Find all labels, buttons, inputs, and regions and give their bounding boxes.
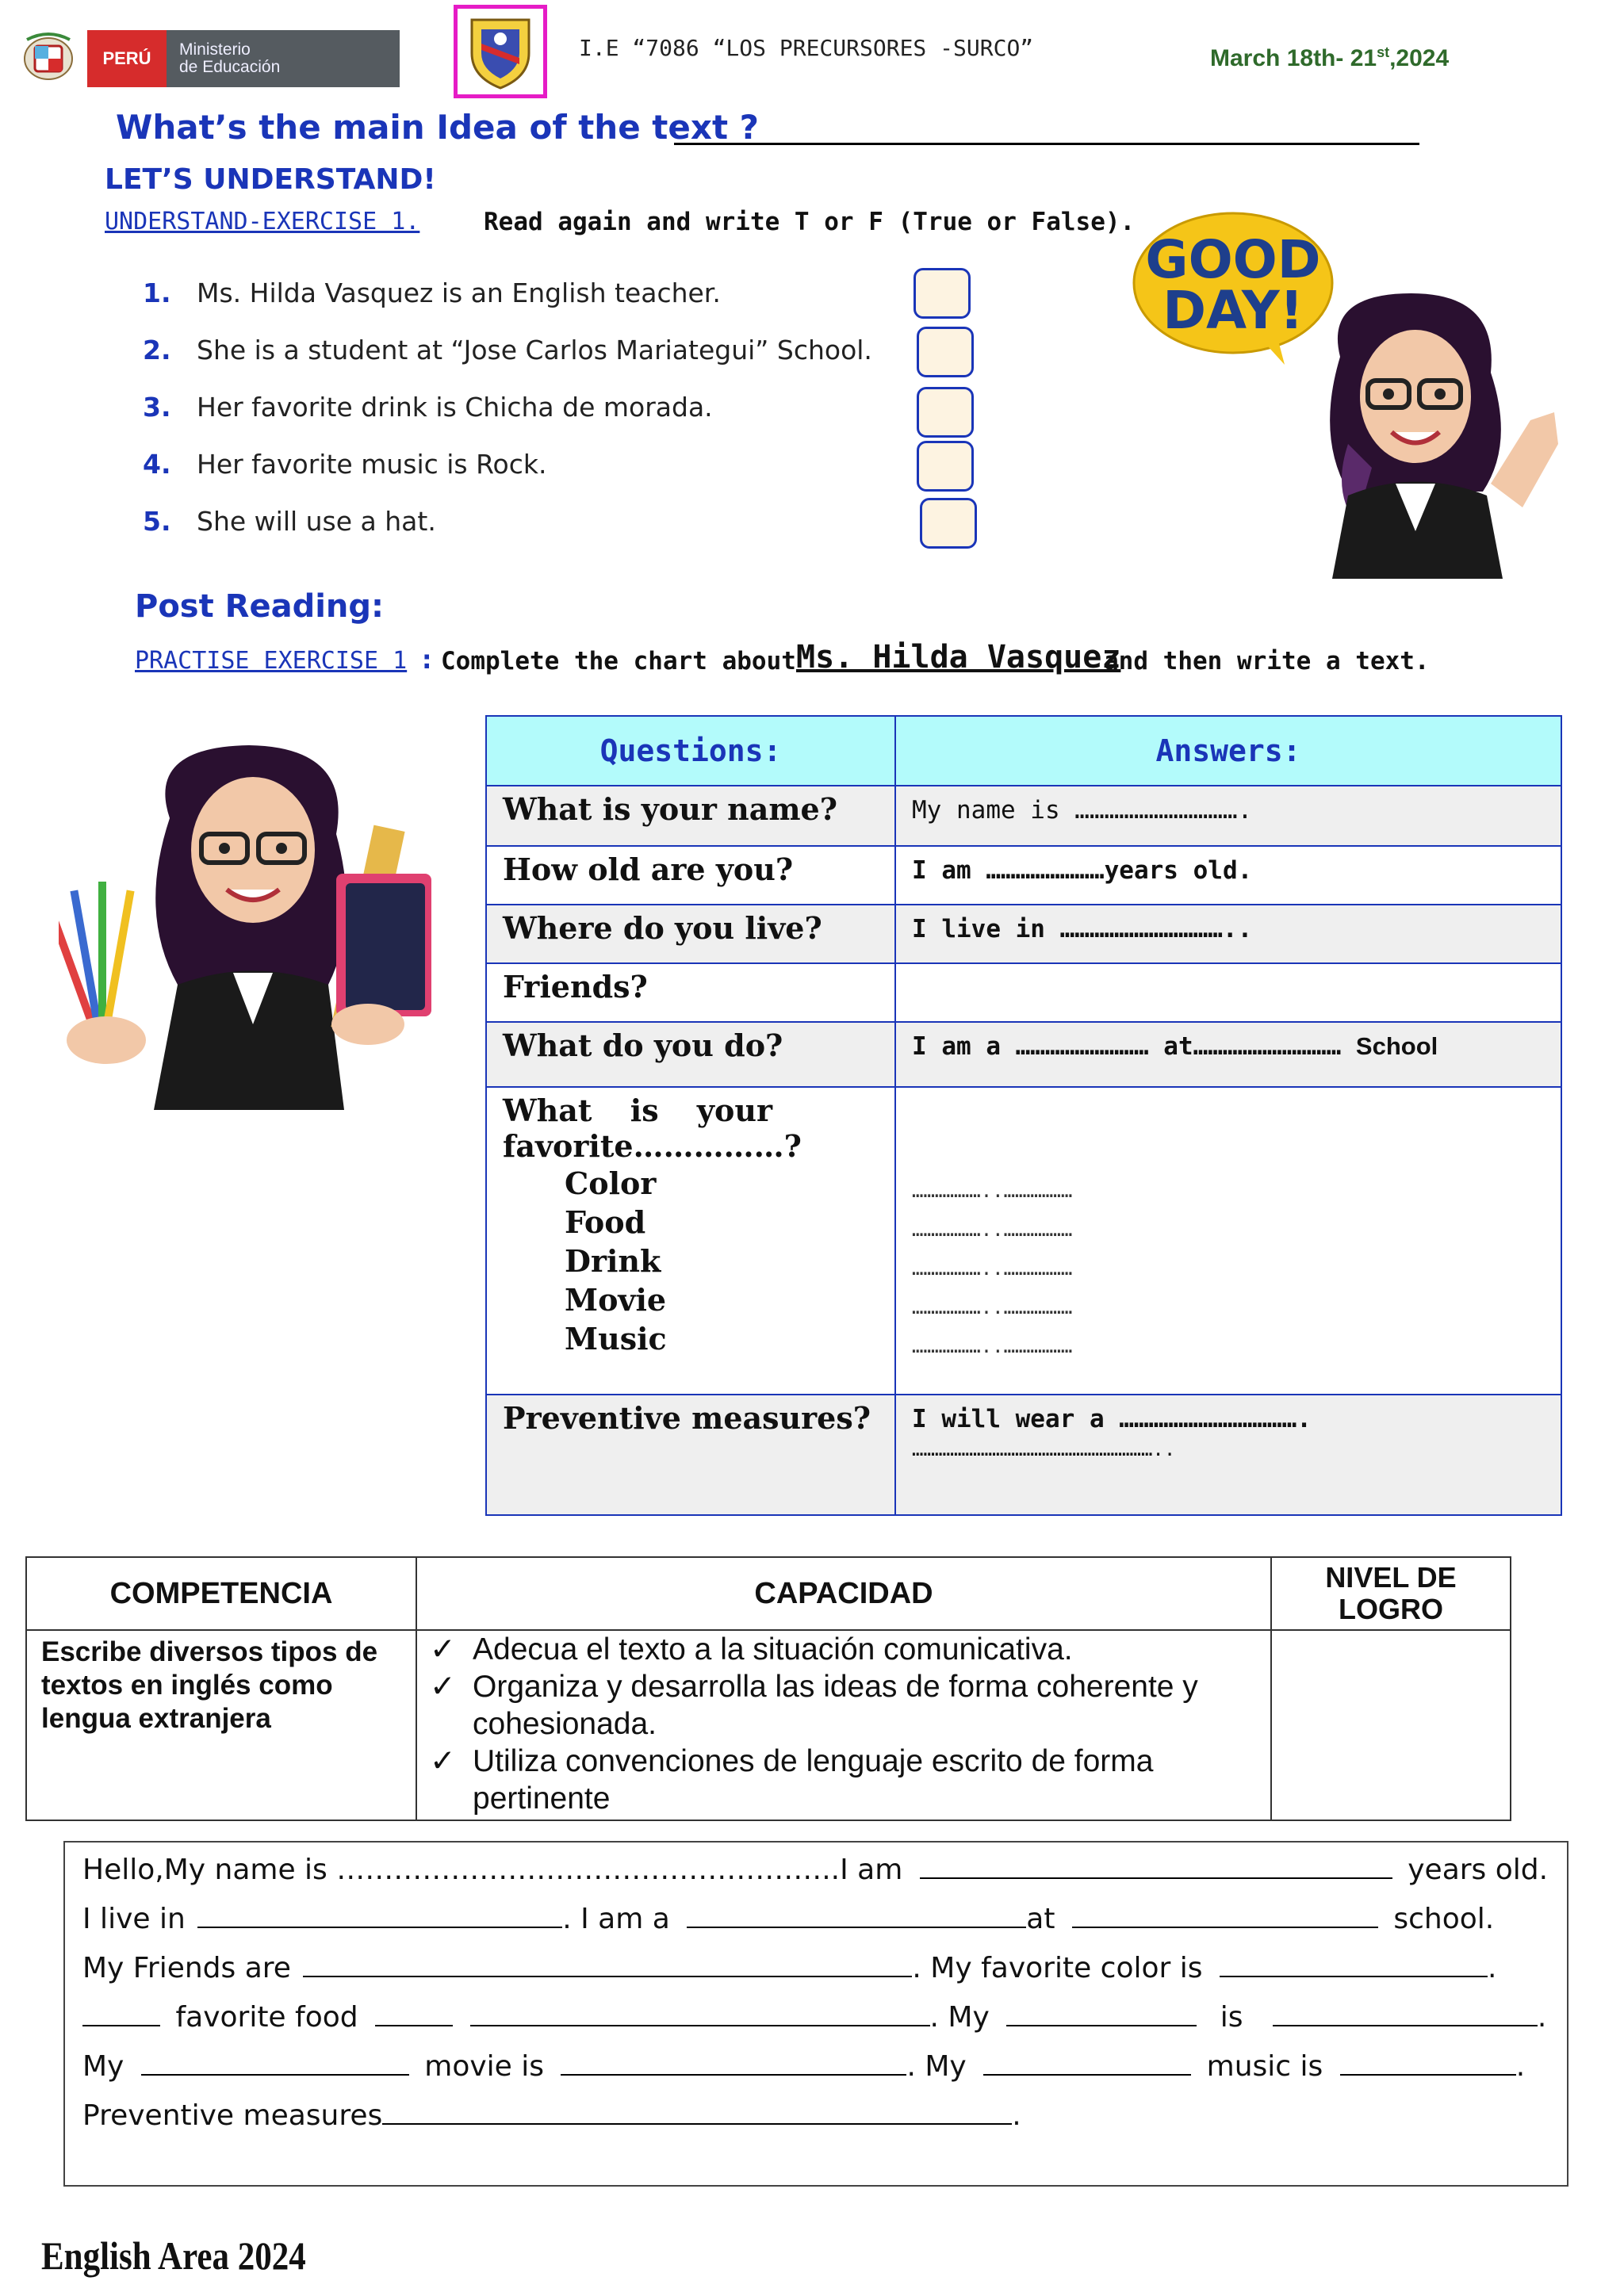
question-friends: Friends?	[486, 963, 895, 1022]
teacher-avatar-waving	[1293, 285, 1570, 579]
peru-shield-icon	[21, 32, 76, 82]
question-live: Where do you live?	[486, 905, 895, 963]
chart-header-questions: Questions:	[486, 716, 895, 786]
capacidad-header: CAPACIDAD	[416, 1557, 1271, 1630]
tf-item-3: 3. Her favorite drink is Chicha de morada.	[143, 392, 713, 423]
question-preventive: Preventive measures?	[486, 1395, 895, 1515]
check-icon: ✓	[430, 1632, 456, 1667]
tf-answer-box-2[interactable]	[917, 327, 974, 377]
practise-exercise-label: PRACTISE EXERCISE 1	[135, 647, 408, 675]
practise-instruction-start: Complete the chart about	[441, 647, 796, 675]
answer-favorite[interactable]: ………………..……………… ………………..……………… ………………..……………… ………………..……………… ………………..………………	[895, 1087, 1561, 1395]
chart-row-name	[486, 786, 1561, 846]
svg-text:DAY!: DAY!	[1162, 280, 1304, 341]
ministerio-name: Ministerio de Educación	[167, 30, 400, 87]
blank-is-1[interactable]	[1273, 1999, 1538, 2026]
competencia-table	[25, 1556, 1511, 1821]
blank-live[interactable]	[197, 1901, 562, 1928]
question-do: What do you do?	[486, 1022, 895, 1087]
qa-chart	[485, 715, 1562, 1516]
blank-movie-type[interactable]	[141, 2049, 409, 2076]
tf-answer-box-4[interactable]	[917, 441, 974, 492]
school-crest-icon	[454, 5, 547, 98]
capacidad-item-3: ✓ Utiliza convenciones de lenguaje escrito de forma pertinente	[430, 1744, 1154, 1816]
competencia-header: COMPETENCIA	[26, 1557, 416, 1630]
footer-area-label: English Area 2024	[41, 2233, 306, 2278]
chart-row-age	[486, 846, 1561, 905]
svg-text:GOOD: GOOD	[1145, 229, 1321, 290]
chart-row-friends	[486, 963, 1561, 1022]
question-name: What is your name?	[486, 786, 895, 846]
favorite-drink: Drink	[565, 1243, 661, 1279]
chart-header-answers: Answers:	[895, 716, 1561, 786]
tf-item-1: 1. Ms. Hilda Vasquez is an English teacher.	[143, 277, 721, 308]
answer-age[interactable]: I am ……………………years old.	[895, 846, 1561, 905]
lets-understand-heading: LET’S UNDERSTAND!	[105, 163, 436, 196]
question-age: How old are you?	[486, 846, 895, 905]
blank-color[interactable]	[1220, 1950, 1488, 1977]
writing-line-6: Preventive measures .	[82, 2099, 1021, 2132]
chart-row-live	[486, 905, 1561, 963]
understand-exercise-label: UNDERSTAND-EXERCISE 1.	[105, 208, 420, 235]
peru-label: PERÚ	[87, 30, 167, 87]
favorite-color: Color	[565, 1165, 657, 1201]
chart-row-favorite	[486, 1087, 1561, 1395]
understand-instruction: Read again and write T or F (True or False).	[484, 208, 1136, 236]
date-range: March 18th- 21st,2024	[1210, 44, 1450, 71]
answer-name[interactable]: My name is …………………………….	[895, 786, 1561, 846]
check-icon: ✓	[430, 1670, 456, 1704]
capacidad-list	[416, 1630, 1271, 1820]
chart-row-preventive	[486, 1395, 1561, 1515]
teacher-avatar-supplies	[59, 731, 450, 1110]
chart-row-do	[486, 1022, 1561, 1087]
blank-job[interactable]	[687, 1901, 1026, 1928]
teacher-name: Ms. Hilda Vasquez	[796, 639, 1121, 675]
main-idea-answer-line[interactable]	[674, 143, 1419, 145]
favorite-food: Food	[565, 1204, 646, 1240]
tf-answer-box-3[interactable]	[917, 387, 974, 438]
check-icon: ✓	[430, 1744, 456, 1778]
blank-school[interactable]	[1072, 1901, 1378, 1928]
writing-line-1: Hello,My name is ……………………………………………..I am years old.	[82, 1854, 1549, 1886]
tf-answer-box-5[interactable]	[920, 498, 977, 549]
tf-answer-box-1[interactable]	[914, 268, 971, 319]
ministerio-logo	[87, 30, 400, 87]
writing-line-5: My movie is . My music is .	[82, 2050, 1526, 2083]
practise-exercise-colon: :	[419, 644, 435, 675]
main-idea-question: What’s the main Idea of the text ?	[116, 108, 760, 147]
competencia-text: Escribe diversos tipos de textos en inglés como lengua extranjera	[26, 1630, 416, 1820]
blank-my-1[interactable]	[1006, 1999, 1197, 2026]
blank-food-owner[interactable]	[82, 1999, 160, 2026]
favorite-movie: Movie	[565, 1282, 667, 1318]
answer-friends[interactable]	[895, 963, 1561, 1022]
question-favorite: What is your favorite……………? Color Food Drink Movie Music	[486, 1087, 895, 1395]
blank-music[interactable]	[1340, 2049, 1516, 2076]
post-reading-heading: Post Reading:	[135, 588, 385, 625]
blank-food-1[interactable]	[375, 1999, 453, 2026]
blank-friends[interactable]	[303, 1950, 912, 1977]
blank-preventive[interactable]	[382, 2098, 1012, 2125]
blank-food-2[interactable]	[470, 1999, 930, 2026]
blank-music-type[interactable]	[983, 2049, 1191, 2076]
blank-age[interactable]	[920, 1852, 1392, 1879]
writing-line-4: favorite food . My is .	[82, 1999, 1546, 2034]
capacidad-item-1: ✓ Adecua el texto a la situación comunicativa.	[430, 1632, 1073, 1667]
nivel-logro-header: NIVEL DE LOGRO	[1271, 1557, 1511, 1630]
blank-movie[interactable]	[561, 2049, 906, 2076]
answer-live[interactable]: I live in ……………………………..	[895, 905, 1561, 963]
favorite-music: Music	[565, 1321, 667, 1357]
tf-item-2: 2. She is a student at “Jose Carlos Mariategui” School.	[143, 335, 872, 365]
tf-item-4: 4. Her favorite music is Rock.	[143, 449, 547, 480]
practise-instruction-end: and then write a text.	[1104, 647, 1430, 675]
nivel-logro-cell[interactable]	[1271, 1630, 1511, 1820]
writing-line-2: I live in . I am a at school.	[82, 1903, 1495, 1935]
writing-line-3: My Friends are . My favorite color is .	[82, 1952, 1497, 1984]
tf-item-5: 5. She will use a hat.	[143, 506, 436, 537]
school-name: I.E “7086 “LOS PRECURSORES -SURCO”	[579, 35, 1034, 61]
answer-do[interactable]: I am a ……………………… at………………………… School	[895, 1022, 1561, 1087]
answer-preventive[interactable]: I will wear a ………………………………. ………………………………………………………..	[895, 1395, 1561, 1515]
capacidad-item-2: ✓ Organiza y desarrolla las ideas de forma coherente y cohesionada.	[430, 1670, 1198, 1741]
